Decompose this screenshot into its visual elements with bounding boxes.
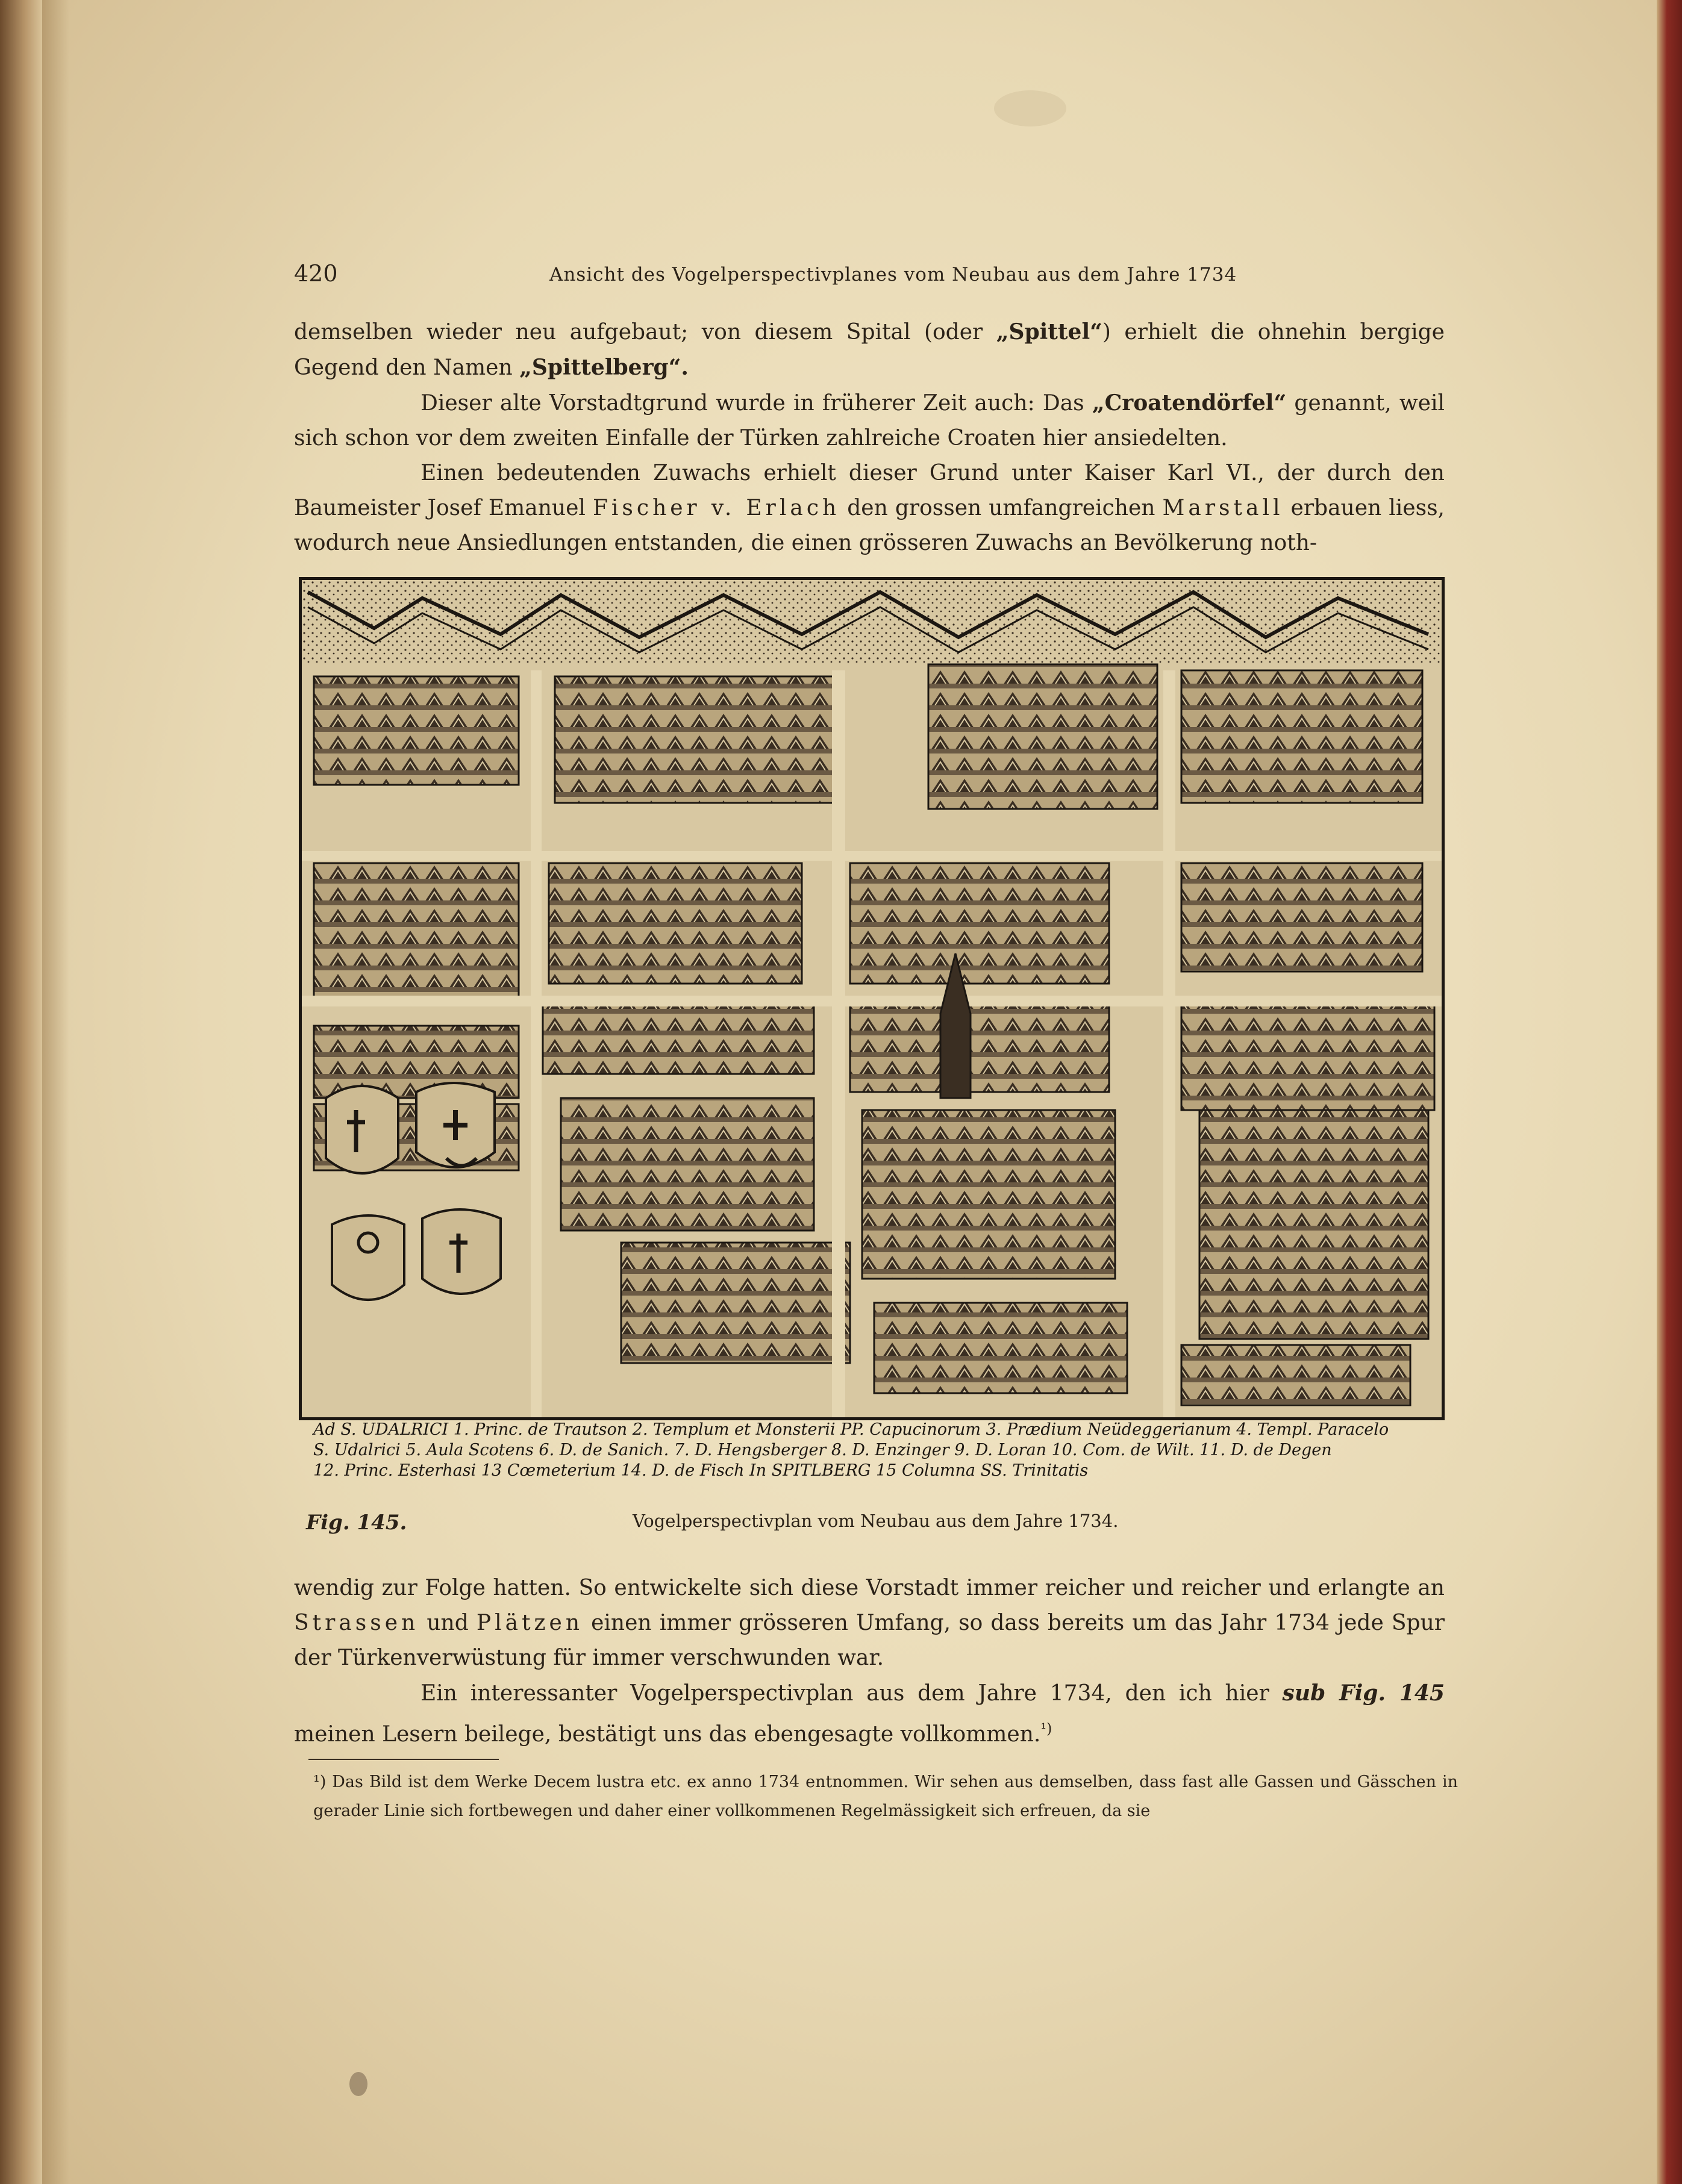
spaced-word: Plätzen [476, 1611, 583, 1635]
street [302, 996, 1442, 1006]
city-block [1181, 863, 1422, 972]
engraving-figure [299, 577, 1445, 1420]
paragraph: demselben wieder neu aufgebaut; von diesem Spital (oder „Spittel“) erhielt die ohnehin bergige Gegend den Namen „Spittelberg“. [294, 319, 1445, 380]
city-block [621, 1243, 850, 1363]
city-block [314, 1026, 519, 1098]
running-title: Ansicht des Vogelperspectivplanes vom Neubau aus dem Jahre 1734 [549, 264, 1237, 285]
city-block [543, 1002, 814, 1074]
city-block [850, 1002, 1109, 1092]
figure-label: Fig. 145. [306, 1511, 407, 1535]
book-edge [1657, 0, 1682, 2184]
city-block [549, 863, 802, 984]
footnote [313, 1768, 1458, 1826]
street [302, 851, 1442, 861]
city-block [314, 863, 519, 1002]
paper-stain [349, 2072, 367, 2096]
footnote-rule [308, 1759, 499, 1760]
paragraph: wendig zur Folge hatten. So entwickelte sich diese Vorstadt immer reicher und reicher und erlangte an Strassen und Plätzen einen immer grösseren Umfang, so dass bereits um das Jahr 1734 jede Spur der Türkenverwüstung für immer verschwunden war. [294, 1576, 1445, 1670]
figure-legend-line: Ad S. UDALRICI 1. Princ. de Trautson 2. Templum et Monsterii PP. Capucinorum 3. Prædium Neüdeggerianum 4. Templ. Paracelo [313, 1420, 1389, 1439]
city-block [1181, 1002, 1434, 1110]
city-block [874, 1303, 1127, 1393]
city-block [862, 1110, 1115, 1279]
paragraph: Ein interessanter Vogelperspectivplan aus dem Jahre 1734, den ich hier sub Fig. 145 meinen Lesern beilege, bestätigt uns das ebengesagte vollkommen.$^{^1)}$ [294, 1680, 1445, 1747]
city-block [561, 1098, 814, 1231]
paragraph: Dieser alte Vorstadtgrund wurde in früherer Zeit auch: Das „Croatendörfel“ genannt, weil sich schon vor dem zweiten Einfalle der Türken zahlreiche Croaten hier ansiedelten. [294, 390, 1445, 451]
figure-legend-line: S. Udalrici 5. Aula Scotens 6. D. de Sanich. 7. D. Hengsberger 8. D. Enzinger 9. D. Loran 10. Com. de Wilt. 11. D. de Degen [313, 1441, 1332, 1459]
street [1163, 670, 1175, 1417]
city-block [555, 676, 838, 803]
footnote-marker: ¹) [313, 1773, 327, 1791]
book-gutter [0, 0, 42, 2184]
paper-stain [994, 90, 1066, 126]
place-name: „Croatendörfel“ [1092, 390, 1287, 416]
quoted-term: „Spittel“ [996, 319, 1102, 345]
building-name: Marstall [1162, 496, 1284, 520]
figure-reference: sub Fig. 145 [1282, 1680, 1445, 1706]
figure-caption: Vogelperspectivplan vom Neubau aus dem Jahre 1734. [633, 1511, 1119, 1531]
bird-eye-engraving [302, 580, 1442, 1417]
body-text-bottom [294, 1571, 1445, 1752]
place-name: „Spittelberg“. [519, 355, 689, 380]
body-text-top [294, 314, 1445, 561]
figure-legend-line: 12. Princ. Esterhasi 13 Cœmeterium 14. D. de Fisch In SPITLBERG 15 Columna SS. Trinitatis [313, 1461, 1089, 1480]
city-block [1199, 1110, 1428, 1339]
city-block [928, 664, 1157, 809]
city-block [314, 676, 519, 785]
street [832, 670, 845, 1417]
page-number: 420 [294, 260, 338, 287]
city-block [1181, 1345, 1410, 1405]
spaced-word: Strassen [294, 1611, 419, 1635]
city-block [1181, 670, 1422, 803]
person-name: Fischer v. Erlach [592, 496, 840, 520]
running-header [294, 260, 1484, 290]
footnote-ref: ¹) [1040, 1720, 1052, 1737]
street [531, 670, 542, 1417]
city-block [850, 863, 1109, 984]
footnote-text: Das Bild ist dem Werke Decem lustra etc. ex anno 1734 entnommen. Wir sehen aus demselben, dass fast alle Gassen und Gässchen in gerader Linie sich fortbewegen und daher einer vollkommenen Regelmässigkeit sich erfreuen, da sie [313, 1773, 1458, 1820]
gutter-shadow [42, 0, 69, 2184]
paragraph: Einen bedeutenden Zuwachs erhielt dieser Grund unter Kaiser Karl VI., der durch den Baumeister Josef Emanuel Fischer v. Erlach den grossen umfangreichen Marstall erbauen liess, wodurch neue Ansiedlungen entstanden, die einen grösseren Zuwachs an Bevölkerung noth- [294, 461, 1445, 555]
